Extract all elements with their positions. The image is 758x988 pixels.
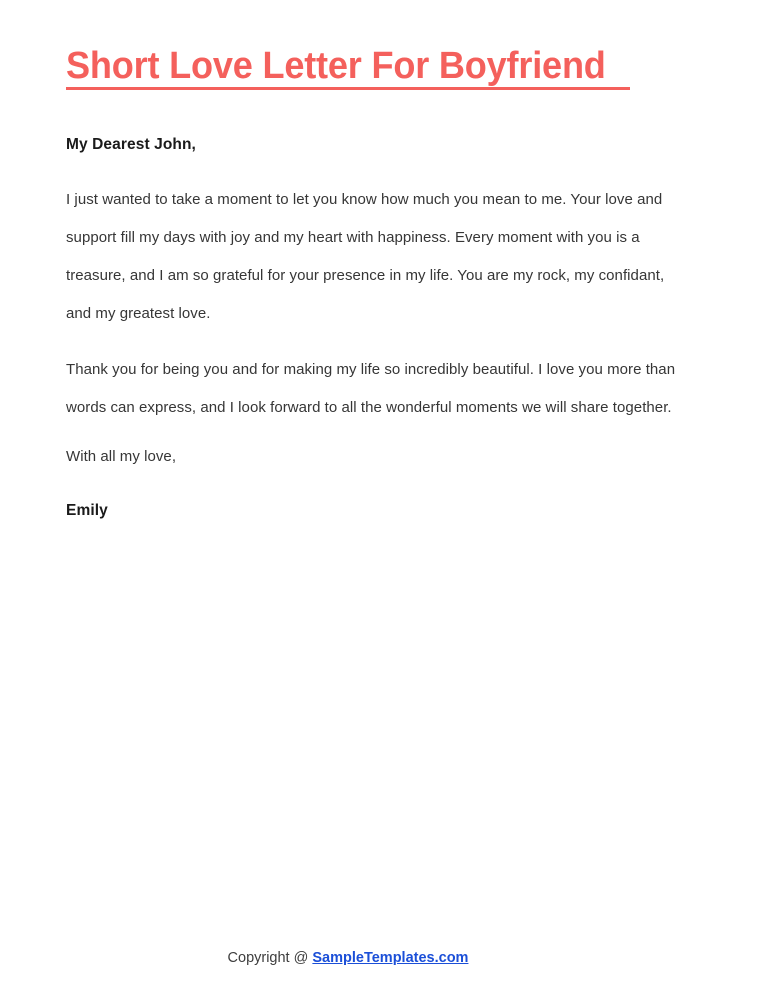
title-underline <box>66 87 630 90</box>
footer <box>0 948 758 968</box>
letter-salutation: My Dearest John, <box>66 136 196 153</box>
letter-paragraph-2: Thank you for being you and for making my life so incredibly beautiful. I love you more than words can express, and I look forward to all the wonderful moments we will share together. <box>66 361 676 416</box>
letter-paragraph-1: I just wanted to take a moment to let you know how much you mean to me. Your love and support fill my days with joy and my heart with happiness. Every moment with you is a treasure, and I am so grateful for your presence in my life. You are my rock, my confidant, and my greatest love. <box>66 191 665 322</box>
footer-site-link[interactable]: SampleTemplates.com <box>312 950 469 966</box>
letter-signature: Emily <box>66 502 108 519</box>
footer-copyright-text: Copyright @ <box>227 950 313 966</box>
page-title: Short Love Letter For Boyfriend <box>66 45 606 87</box>
letter-closing: With all my love, <box>66 448 177 465</box>
letter-body <box>66 133 680 523</box>
